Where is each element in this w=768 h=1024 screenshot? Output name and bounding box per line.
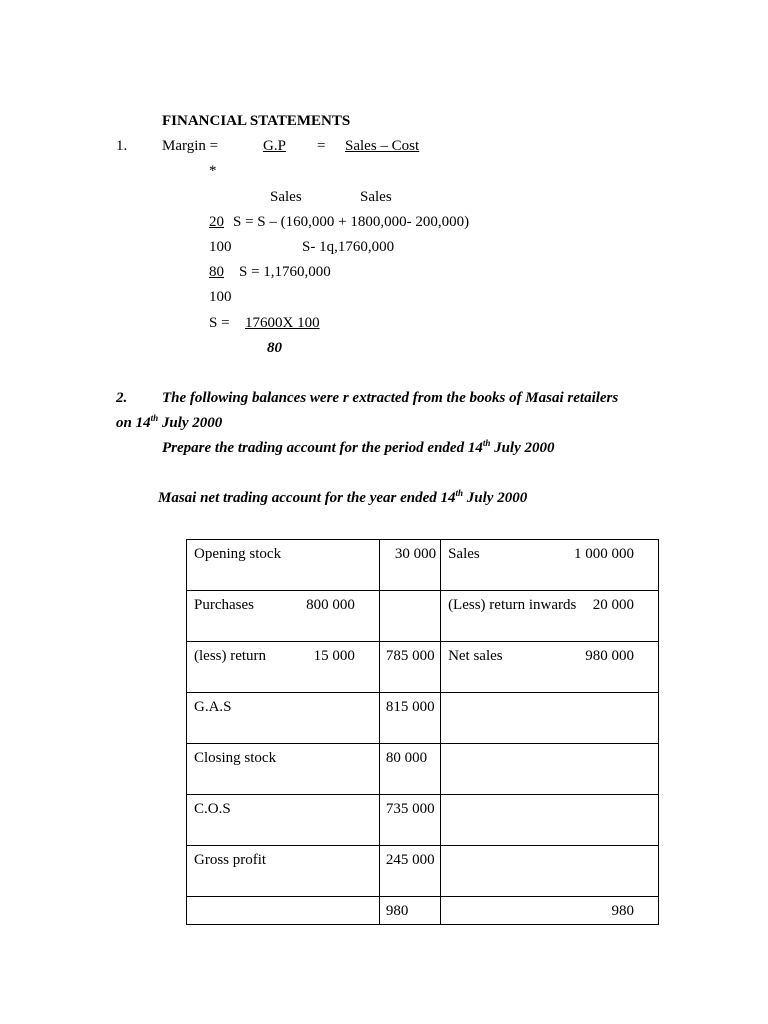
debit-inner-amount	[355, 695, 373, 720]
table-row	[187, 744, 659, 795]
credit-cell	[441, 846, 659, 897]
equation-line-6-den: 80	[267, 340, 282, 356]
table-row	[187, 693, 659, 744]
debit-label: Purchases	[194, 597, 254, 613]
debit-inner-amount	[355, 848, 373, 873]
debit-inner-amount	[355, 746, 373, 771]
gp-numerator: G.P	[263, 138, 286, 154]
equation-line-2-den: 100	[209, 239, 232, 255]
debit-label: (less) return	[194, 648, 267, 664]
debit-label: G.A.S	[194, 699, 232, 715]
debit-description-cell	[187, 846, 380, 897]
debit-inner-amount: 15 000	[313, 648, 355, 664]
debit-amount-cell: 980	[379, 897, 440, 925]
sales-denominator-2: Sales	[360, 189, 392, 205]
credit-amount: 20 000	[592, 597, 634, 613]
equation-line-5: S = 17600X 100	[209, 315, 320, 331]
q2-text-line-1: The following balances were r extracted from the books of Masai retailers	[162, 390, 619, 406]
debit-description-cell	[187, 540, 380, 591]
table-row	[187, 897, 659, 925]
equation-line-3: 80 S = 1,1760,000	[209, 264, 331, 280]
credit-amount: 1 000 000	[574, 546, 634, 562]
equals-sign: =	[317, 138, 326, 154]
equation-line-4-den: 100	[209, 289, 232, 305]
credit-cell	[441, 540, 659, 591]
debit-label: Closing stock	[194, 750, 277, 766]
debit-amount-cell: 80 000	[379, 744, 440, 795]
q2-text-line-2: on 14th July 2000	[116, 413, 223, 431]
debit-amount-cell	[379, 591, 440, 642]
debit-inner-amount	[355, 797, 373, 822]
debit-inner-amount: 800 000	[306, 597, 355, 613]
sales-denominator-1: Sales	[270, 189, 302, 205]
credit-cell	[441, 744, 659, 795]
debit-amount-cell: 785 000	[379, 642, 440, 693]
credit-label: (Less) return inwards	[448, 597, 577, 613]
debit-description-cell	[187, 897, 380, 925]
debit-label: Gross profit	[194, 852, 267, 868]
margin-label: Margin =	[162, 138, 219, 154]
debit-inner-amount	[355, 542, 373, 567]
debit-label: C.O.S	[194, 801, 231, 817]
debit-description-cell	[187, 693, 380, 744]
table-row	[187, 642, 659, 693]
credit-cell	[441, 591, 659, 642]
table-row	[187, 795, 659, 846]
debit-description-cell	[187, 744, 380, 795]
credit-label: Sales	[448, 546, 480, 562]
sales-minus-cost: Sales – Cost	[345, 138, 420, 154]
credit-cell	[441, 795, 659, 846]
trading-account-table	[186, 539, 659, 925]
debit-amount-cell: 815 000	[379, 693, 440, 744]
q2-number: 2.	[116, 390, 128, 406]
equation-line-1: 20 S = S – (160,000 + 1800,000- 200,000)	[209, 214, 470, 230]
q2-prepare-instruction: Prepare the trading account for the period ended 14th July 2000	[162, 438, 555, 456]
debit-amount-cell: 245 000	[379, 846, 440, 897]
credit-label: Net sales	[448, 648, 503, 664]
table-row	[187, 591, 659, 642]
asterisk: *	[209, 163, 217, 179]
credit-amount: 980	[611, 903, 634, 919]
credit-cell	[441, 642, 659, 693]
page-title: FINANCIAL STATEMENTS	[162, 113, 351, 129]
credit-cell	[441, 897, 659, 925]
q1-number: 1.	[116, 138, 128, 154]
equation-line-2: S- 1q,1760,000	[302, 239, 395, 255]
table-row	[187, 540, 659, 591]
credit-amount: 980 000	[585, 648, 634, 664]
debit-description-cell	[187, 591, 380, 642]
account-title: Masai net trading account for the year ended 14th July 2000	[158, 488, 528, 506]
debit-description-cell	[187, 795, 380, 846]
debit-amount-cell: 30 000	[379, 540, 440, 591]
debit-amount-cell: 735 000	[379, 795, 440, 846]
table-row	[187, 846, 659, 897]
debit-description-cell	[187, 642, 380, 693]
credit-cell	[441, 693, 659, 744]
debit-label: Opening stock	[194, 546, 282, 562]
